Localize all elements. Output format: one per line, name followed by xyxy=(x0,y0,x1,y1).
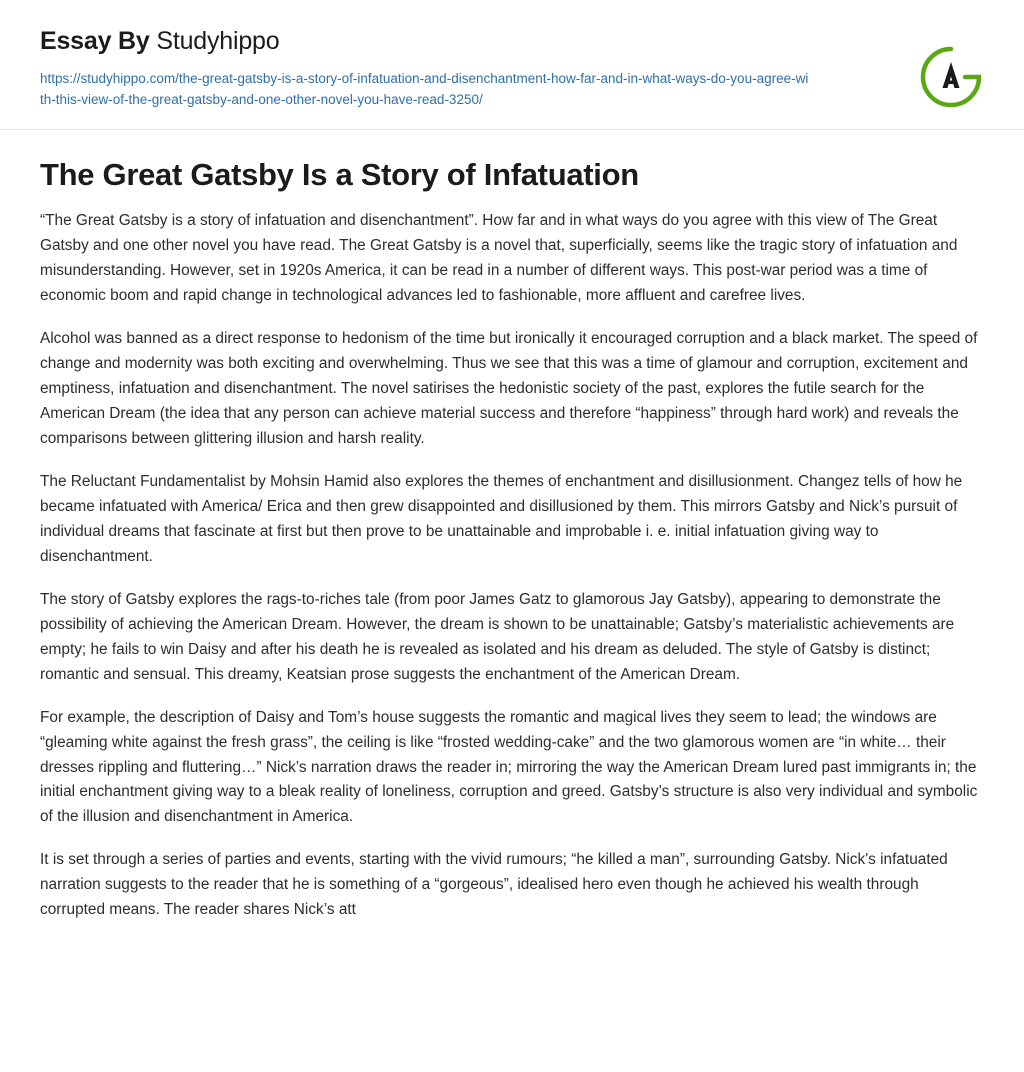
article-paragraph: Alcohol was banned as a direct response to hedonism of the time but ironically it encouraged corruption and a black market. The speed of change and modernity was both exciting and overwhelming. Thus we see that this was a time of glamour and corruption, excitement and emptiness, infatuation and disenchantment. The novel satirises the hedonistic society of the past, explores the futile search for the American Dream (the idea that any person can achieve material success and therefore “happiness” through hard work) and reveals the comparisons between glittering illusion and harsh reality. xyxy=(40,330,978,448)
page-header xyxy=(0,0,1024,130)
article-paragraph: “The Great Gatsby is a story of infatuation and disenchantment”. How far and in what ways do you agree with this view of The Great Gatsby and one other novel you have read. The Great Gatsby is a novel that, superficially, seems like the tragic story of infatuation and misunderstanding. However, set in 1920s America, it can be read in a number of different ways. This post-war period was a time of economic boom and rapid change in technological advances led to fashionable, more affluent and carefree lives. xyxy=(40,212,958,305)
site-brand xyxy=(40,28,984,56)
article-body xyxy=(0,130,1024,957)
article-paragraph: The story of Gatsby explores the rags-to-riches tale (from poor James Gatz to glamorous Jay Gatsby), appearing to demonstrate the possibility of achieving the American Dream. However, the dream is shown to be unattainable; Gatsby’s materialistic achievements are empty; he fails to win Daisy and after his death he is revealed as isolated and his dream as deluded. The style of Gatsby is distinct; romantic and sensual. This dreamy, Keatsian prose suggests the enchantment of the American Dream. xyxy=(40,590,955,683)
article-paragraph: The Reluctant Fundamentalist by Mohsin Hamid also explores the themes of enchantment and disillusionment. Changez tells of how he became infatuated with America/ Erica and then grew disappointed and disillusioned by them. This mirrors Gatsby and Nick’s pursuit of individual dreams that fascinate at first but then prove to be unattainable and improbable i. e. initial infatuation giving way to disenchantment. xyxy=(40,472,963,565)
brand-light-text: Studyhippo xyxy=(156,27,280,55)
studyhippo-logo-icon xyxy=(918,44,984,110)
page-title: The Great Gatsby Is a Story of Infatuation xyxy=(40,157,639,193)
article-paragraph: It is set through a series of parties and events, starting with the vivid rumours; “he killed a man”, surrounding Gatsby. Nick's infatuated narration suggests to the reader that he is something of a “gorgeous”, idealised hero even though he achieved his wealth through corrupted means. The reader shares Nick’s att xyxy=(40,851,948,919)
source-url-link[interactable]: https://studyhippo.com/the-great-gatsby-is-a-story-of-infatuation-and-disenchantment-how-far-and-in-what-ways-do-you-agree-with-this-view-of-the-great-gatsby-and-one-other-novel-you-have-read-3250/ xyxy=(40,70,809,108)
brand-bold-text: Essay By xyxy=(40,27,157,55)
article-paragraph: For example, the description of Daisy and Tom’s house suggests the romantic and magical lives they seem to lead; the windows are “gleaming white against the fresh grass”, the ceiling is like “frosted wedding-cake” and the two glamorous women are “in white… their dresses rippling and fluttering…” Nick’s narration draws the reader in; mirroring the way the American Dream lured past immigrants in; the initial enchantment giving way to a bleak reality of loneliness, corruption and greed. Gatsby’s structure is also very individual and symbolic of the illusion and disenchantment in America. xyxy=(40,708,978,826)
